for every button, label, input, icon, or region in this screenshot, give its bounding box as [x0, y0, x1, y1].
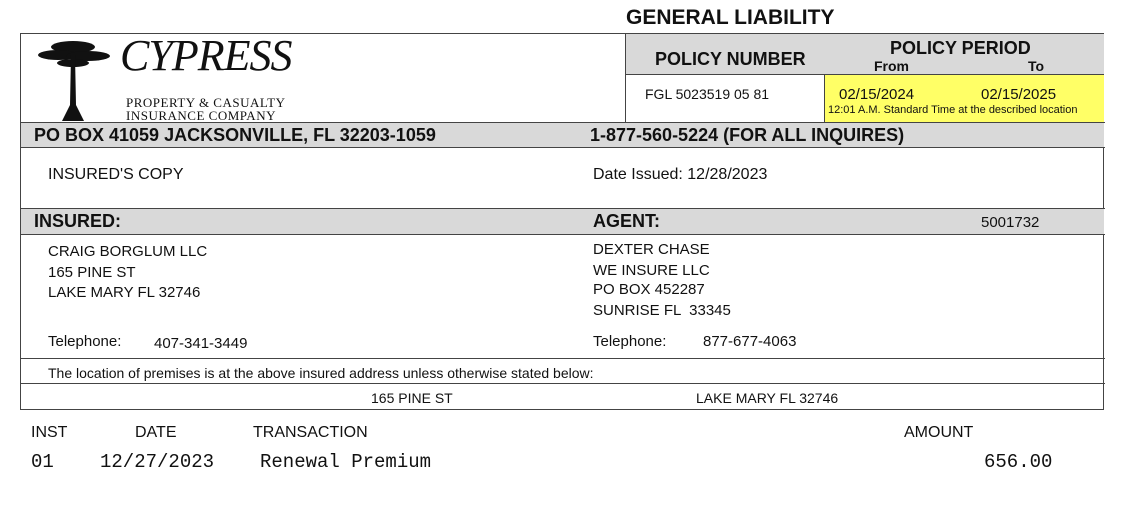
- agent-box: PO BOX 452287: [593, 281, 705, 298]
- agent-heading: AGENT:: [593, 211, 660, 231]
- row-inst: 01: [31, 451, 54, 473]
- cypress-tree-logo-icon: [30, 35, 116, 123]
- amount-header: AMOUNT: [904, 424, 974, 441]
- policy-number-label: POLICY NUMBER: [655, 49, 806, 69]
- policy-period-label: POLICY PERIOD: [890, 38, 1031, 58]
- company-line1: PROPERTY & CASUALTY: [126, 95, 286, 110]
- date-issued-label: Date Issued:: [593, 166, 683, 183]
- insured-street: 165 PINE ST: [48, 264, 136, 281]
- document-title: GENERAL LIABILITY: [626, 6, 835, 29]
- insured-name: CRAIG BORGLUM LLC: [48, 243, 208, 260]
- agent-company: WE INSURE LLC: [593, 262, 710, 279]
- agent-code: 5001732: [981, 214, 1040, 231]
- row-date: 12/27/2023: [100, 451, 215, 473]
- policy-from-date: 02/15/2024: [839, 86, 915, 103]
- insured-city: LAKE MARY FL 32746: [48, 284, 201, 301]
- insured-telephone: 407-341-3449: [154, 335, 248, 352]
- premises-street: 165 PINE ST: [371, 390, 453, 406]
- policy-period-note: 12:01 A.M. Standard Time at the described location: [828, 104, 1078, 116]
- insured-telephone-label: Telephone:: [48, 333, 122, 350]
- transaction-header: TRANSACTION: [253, 424, 368, 441]
- copy-label: INSURED'S COPY: [48, 166, 184, 183]
- company-address: PO BOX 41059 JACKSONVILLE, FL 32203-1059: [34, 125, 436, 145]
- insured-agent-band: [21, 209, 1104, 234]
- insured-heading: INSURED:: [34, 211, 122, 231]
- agent-telephone: 877-677-4063: [703, 333, 797, 350]
- date-header: DATE: [135, 424, 177, 441]
- row-amount: 656.00: [984, 451, 1053, 473]
- policy-number-value: FGL 5023519 05 81: [645, 86, 770, 102]
- agent-telephone-label: Telephone:: [593, 333, 667, 350]
- company-line2: INSURANCE COMPANY: [126, 108, 276, 123]
- policy-to-date: 02/15/2025: [981, 86, 1057, 103]
- date-issued-value: 12/28/2023: [687, 166, 768, 183]
- inst-header: INST: [31, 424, 68, 441]
- company-logo-text: CYPRESS: [120, 31, 292, 80]
- agent-city: SUNRISE FL 33345: [593, 302, 731, 319]
- date-issued: [593, 166, 767, 184]
- agent-name: DEXTER CHASE: [593, 241, 710, 258]
- company-phone: 1-877-560-5224 (FOR ALL INQUIRES): [590, 125, 905, 145]
- premises-note: The location of premises is at the above insured address unless otherwise stated below:: [48, 365, 594, 381]
- from-label: From: [874, 58, 909, 74]
- to-label: To: [1028, 58, 1045, 74]
- premises-city: LAKE MARY FL 32746: [696, 390, 839, 406]
- row-transaction: Renewal Premium: [260, 451, 432, 473]
